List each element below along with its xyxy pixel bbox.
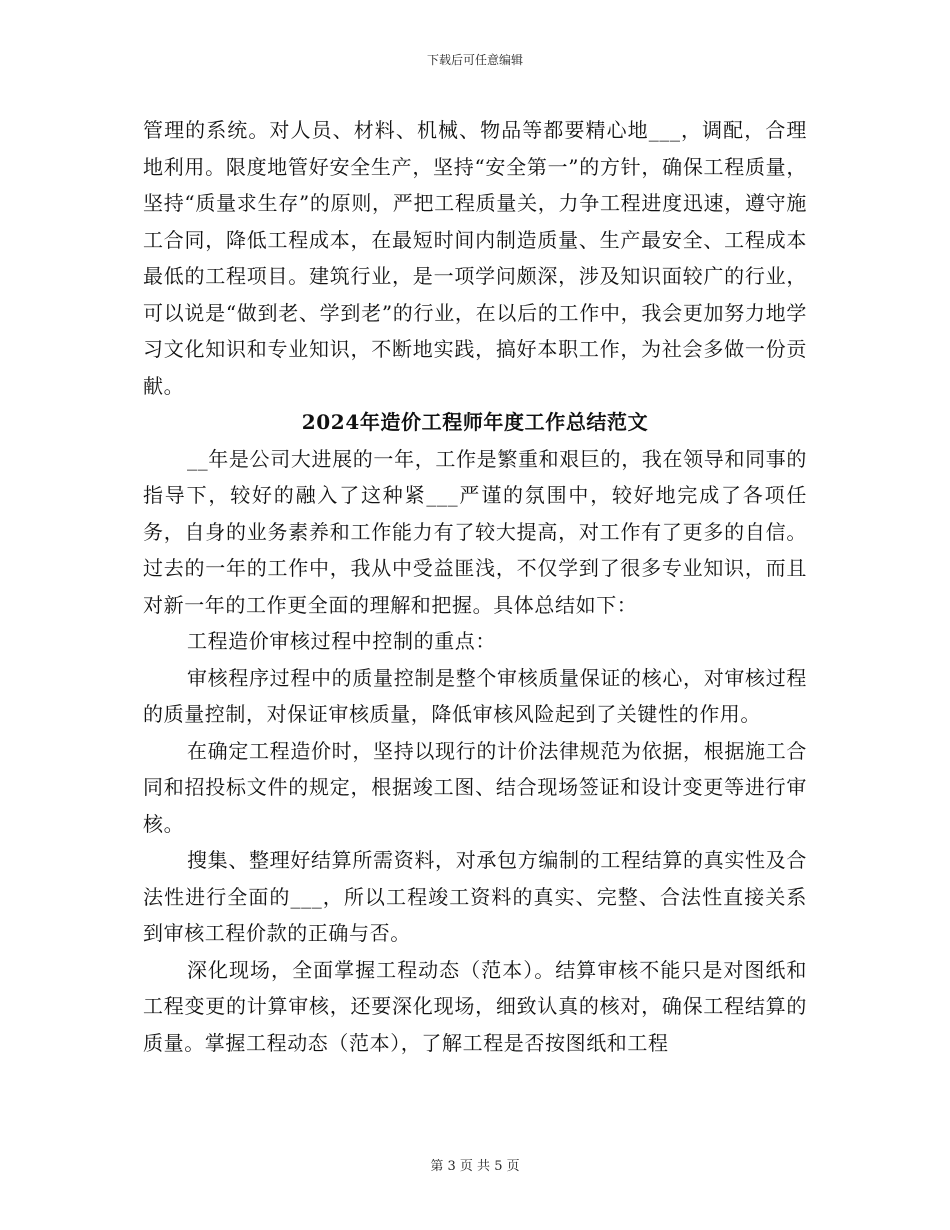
paragraph: 深化现场，全面掌握工程动态（范本）。结算审核不能只是对图纸和工程变更的计算审核，还要深化现场，细致认真的核对，确保工程结算的质量。掌握工程动态（范本），了解工程是否按图纸和工程 bbox=[143, 957, 807, 1055]
page-footer: 第 3 页 共 5 页 bbox=[430, 1159, 520, 1174]
paragraph-continued: 管理的系统。对人员、材料、机械、物品等都要精心地___，调配，合理地利用。限度地管好安全生产，坚持“安全第一”的方针，确保工程质量，坚持“质量求生存”的原则，严把工程质量关，力争工程进度迅速，遵守施工合同，降低工程成本，在最短时间内制造质量、生产最安全、工程成本最低的工程项目。建筑行业，是一项学问颇深，涉及知识面较广的行业，可以说是“做到老、学到老”的行业，在以后的工作中，我会更加努力地学习文化知识和专业知识，不断地实践，搞好本职工作，为社会多做一份贡献。 bbox=[143, 118, 807, 398]
document-body bbox=[143, 112, 807, 1061]
paragraph: 工程造价审核过程中控制的重点： bbox=[187, 629, 496, 653]
paragraph: 搜集、整理好结算所需资料，对承包方编制的工程结算的真实性及合法性进行全面的___，所以工程竣工资料的真实、完整、合法性直接关系到审核工程价款的正确与否。 bbox=[143, 848, 807, 945]
paragraph: 在确定工程造价时，坚持以现行的计价法律规范为依据，根据施工合同和招投标文件的规定，根据竣工图、结合现场签证和设计变更等进行审核。 bbox=[143, 738, 807, 836]
section-title: 2024年造价工程师年度工作总结范文 bbox=[301, 410, 649, 434]
paragraph: __年是公司大进展的一年，工作是繁重和艰巨的，我在领导和同事的指导下，较好的融入了这种紧___严谨的氛围中，较好地完成了各项任务，自身的业务素养和工作能力有了较大提高，对工作有了更多的自信。过去的一年的工作中，我从中受益匪浅，不仅学到了很多专业知识，而且对新一年的工作更全面的理解和把握。具体总结如下： bbox=[143, 446, 807, 617]
paragraph: 审核程序过程中的质量控制是整个审核质量保证的核心，对审核过程的质量控制，对保证审核质量，降低审核风险起到了关键性的作用。 bbox=[143, 665, 807, 726]
page-header: 下载后可任意编辑 bbox=[426, 53, 523, 67]
